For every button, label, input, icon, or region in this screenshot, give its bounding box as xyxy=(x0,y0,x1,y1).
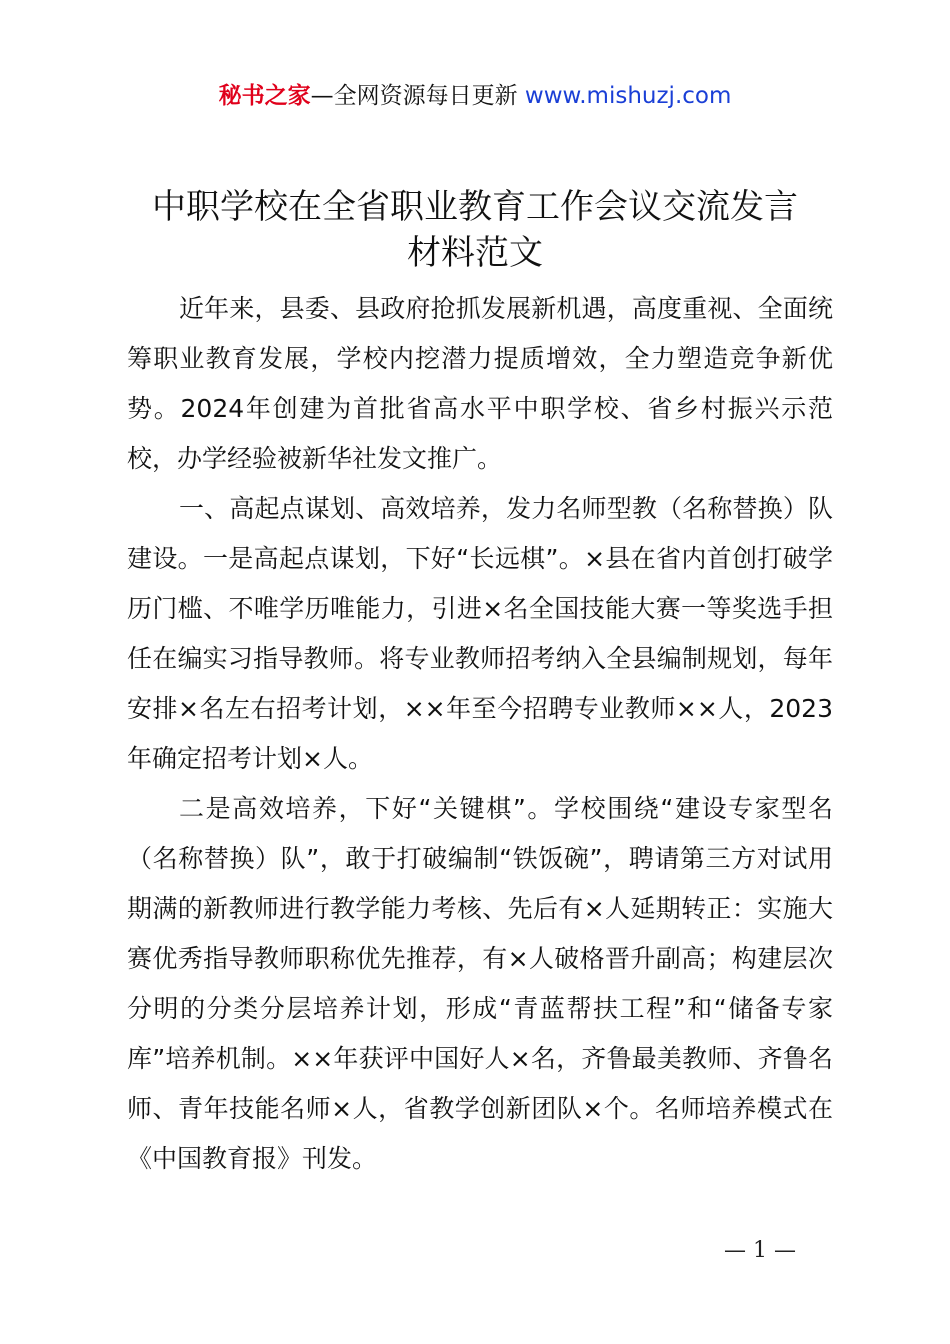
site-brand: 秘书之家 xyxy=(218,83,311,109)
site-header xyxy=(0,80,950,112)
site-tagline: —全网资源每日更新 xyxy=(310,83,525,109)
document-body xyxy=(127,284,833,1184)
document-title xyxy=(100,184,850,276)
page-number: — 1 — xyxy=(724,1238,796,1263)
site-url-link[interactable]: www.mishuzj.com xyxy=(524,83,732,109)
paragraph-section-1: 一、高起点谋划、高效培养，发力名师型教（名称替换）队建设。一是高起点谋划，下好“长远棋”。×县在省内首创打破学历门槛、不唯学历唯能力，引进×名全国技能大赛一等奖选手担任在编实习指导教师。将专业教师招考纳入全县编制规划，每年安排×名左右招考计划，××年至今招聘专业教师××人，2023年确定招考计划×人。 xyxy=(127,494,833,773)
paragraph-section-2: 二是高效培养，下好“关键棋”。学校围绕“建设专家型名（名称替换）队”，敢于打破编制“铁饭碗”，聘请第三方对试用期满的新教师进行教学能力考核、先后有×人延期转正：实施大赛优秀指导教师职称优先推荐，有×人破格晋升副高；构建层次分明的分类分层培养计划，形成“青蓝帮扶工程”和“储备专家库”培养机制。××年获评中国好人×名，齐鲁最美教师、齐鲁名师、青年技能名师×人，省教学创新团队×个。名师培养模式在《中国教育报》刊发。 xyxy=(127,794,833,1173)
paragraph-intro: 近年来，县委、县政府抢抓发展新机遇，高度重视、全面统筹职业教育发展，学校内挖潜力提质增效，全力塑造竞争新优势。2024年创建为首批省高水平中职学校、省乡村振兴示范校，办学经验被新华社发文推广。 xyxy=(127,294,833,473)
title-line-1: 中职学校在全省职业教育工作会议交流发言 xyxy=(152,187,798,227)
title-line-2: 材料范文 xyxy=(407,233,543,273)
